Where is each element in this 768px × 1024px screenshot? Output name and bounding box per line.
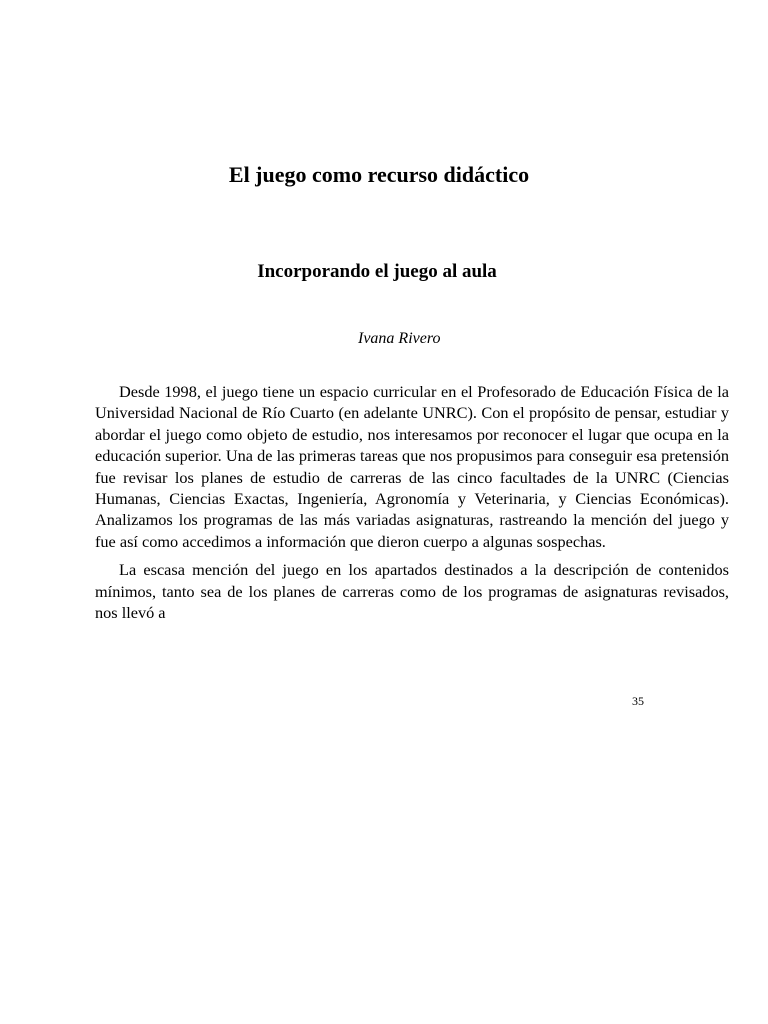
- document-title: El juego como recurso didáctico: [228, 162, 530, 187]
- author-name: Ivana Rivero: [358, 330, 441, 347]
- document-subtitle: Incorporando el juego al aula: [257, 261, 497, 282]
- paragraph-1: Desde 1998, el juego tiene un espacio curricular en el Profesorado de Educación Física de la Universidad Nacional de Río Cuarto (en adelante UNRC). Con el propósito de pensar, estudiar y abordar el juego como objeto de estudio, nos interesamos por reconocer el lugar que ocupa en la educación superior. Una de las primeras tareas que nos propusimos para conseguir esa pretensión fue revisar los planes de estudio de carreras de las cinco facultades de la UNRC (Ciencias Humanas, Ciencias Exactas, Ingeniería, Agronomía y Veterinaria, y Ciencias Económicas). Analizamos los programas de las más variadas asignaturas, rastreando la mención del juego y fue así como accedimos a información que dieron cuerpo a algunas sospechas.: [95, 382, 729, 551]
- page-number: 35: [632, 694, 644, 708]
- paragraph-2: La escasa mención del juego en los apartados destinados a la descripción de contenidos mínimos, tanto sea de los planes de carreras como de los programas de asignaturas revisados, nos llevó a: [95, 560, 729, 623]
- body-text: [95, 381, 729, 623]
